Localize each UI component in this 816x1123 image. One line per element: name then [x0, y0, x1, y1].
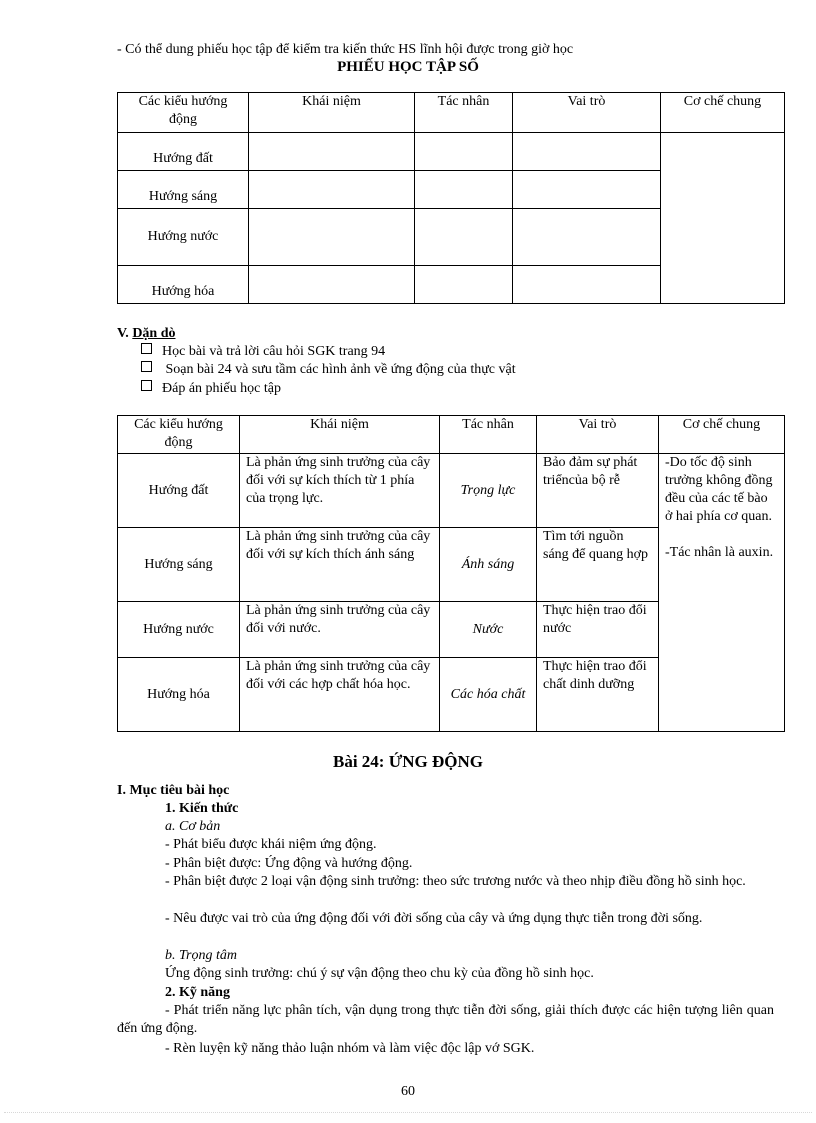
mechanism-cell: [659, 454, 785, 732]
skills-heading: 2. Kỹ năng: [165, 985, 230, 1000]
header-role: Vai trò: [537, 416, 659, 454]
blank-cell: [415, 171, 513, 209]
row-agent: Trọng lực: [440, 454, 537, 528]
page-number: 60: [401, 1084, 415, 1099]
worksheet-table: [117, 92, 785, 304]
row-agent: Ánh sáng: [440, 528, 537, 602]
row-concept: Là phản ứng sinh trưởng của cây đối với nước.: [240, 602, 440, 658]
checklist-item: [141, 361, 516, 379]
objective-item: - Nêu được vai trò của ứng động đối với đời sống của cây và ứng dụng thực tiễn trong đời sống.: [165, 911, 703, 926]
header-type: Các kiểu hướng động: [118, 93, 249, 133]
header-concept: Khái niệm: [249, 93, 415, 133]
header-role: Vai trò: [513, 93, 661, 133]
row-role: Thực hiện trao đổi chất dinh dưỡng: [537, 658, 659, 732]
blank-cell: [415, 209, 513, 266]
mechanism-text: -Tác nhân là auxin.: [665, 545, 774, 560]
checklist-text: Đáp án phiếu học tập: [162, 381, 281, 396]
lesson-title: Bài 24: ỨNG ĐỘNG: [332, 752, 483, 771]
basic-heading: a. Cơ bản: [165, 819, 221, 834]
blank-cell: [415, 133, 513, 171]
skills-item: - Rèn luyện kỹ năng thảo luận nhóm và làm việc độc lập vớ SGK.: [165, 1041, 535, 1056]
header-type: Các kiểu hướng động: [118, 416, 240, 454]
section-heading: [117, 325, 176, 343]
objective-item: - Phân biệt được: Ứng động và hướng động.: [165, 856, 413, 871]
checkbox-icon: [141, 343, 152, 354]
page-bottom-divider: [4, 1112, 812, 1113]
section-number: V.: [117, 326, 129, 341]
checklist-text: Học bài và trả lời câu hỏi SGK trang 94: [162, 344, 386, 359]
objective-item: - Phát biểu được khái niệm ứng động.: [165, 837, 377, 852]
row-type: Hướng hóa: [118, 658, 240, 732]
blank-cell: [249, 266, 415, 304]
row-role: Tìm tới nguồn sáng để quang hợp: [537, 528, 659, 602]
knowledge-heading: 1. Kiến thức: [165, 801, 239, 816]
row-label: Hướng sáng: [118, 171, 249, 209]
row-label: Hướng đất: [118, 133, 249, 171]
header-mechanism: Cơ chế chung: [661, 93, 785, 133]
objective-item: - Phân biệt được 2 loại vận động sinh trưởng: theo sức trương nước và theo nhịp điều đồng hồ sinh học.: [165, 874, 746, 889]
focus-text: Ứng động sinh trưởng: chú ý sự vận động theo chu kỳ của đồng hồ sinh học.: [165, 966, 594, 981]
blank-cell: [249, 133, 415, 171]
header-agent: Tác nhân: [440, 416, 537, 454]
row-label: Hướng hóa: [118, 266, 249, 304]
worksheet-title: PHIẾU HỌC TẬP SỐ: [337, 59, 479, 75]
row-role: Bảo đảm sự phát triểncủa bộ rễ: [537, 454, 659, 528]
row-type: Hướng sáng: [118, 528, 240, 602]
row-type: Hướng nước: [118, 602, 240, 658]
focus-heading: b. Trọng tâm: [165, 948, 237, 963]
row-agent: Các hóa chất: [440, 658, 537, 732]
blank-cell: [513, 133, 661, 171]
header-mechanism: Cơ chế chung: [659, 416, 785, 454]
checklist-item: [141, 380, 281, 398]
blank-cell: [249, 209, 415, 266]
objectives-heading: I. Mục tiêu bài học: [117, 783, 230, 798]
checklist-item: [141, 343, 385, 361]
blank-mechanism-cell: [661, 133, 785, 304]
blank-cell: [513, 171, 661, 209]
checkbox-icon: [141, 380, 152, 391]
row-role: Thực hiện trao đổi nước: [537, 602, 659, 658]
header-concept: Khái niệm: [240, 416, 440, 454]
row-type: Hướng đất: [118, 454, 240, 528]
intro-line: - Có thể dung phiếu học tập để kiểm tra kiến thức HS lĩnh hội được trong giờ học: [117, 42, 574, 57]
row-agent: Nước: [440, 602, 537, 658]
blank-cell: [249, 171, 415, 209]
section-title: Dặn dò: [132, 326, 176, 341]
blank-cell: [513, 209, 661, 266]
checklist-text: Soạn bài 24 và sưu tầm các hình ảnh về ứng động của thực vật: [162, 362, 516, 377]
mechanism-text: -Do tốc độ sinh trưởng không đồng đều của các tế bào ở hai phía cơ quan.: [665, 455, 773, 524]
blank-cell: [513, 266, 661, 304]
checkbox-icon: [141, 361, 152, 372]
row-label: Hướng nước: [118, 209, 249, 266]
blank-cell: [415, 266, 513, 304]
row-concept: Là phản ứng sinh trưởng của cây đối với các hợp chất hóa học.: [240, 658, 440, 732]
answer-table: [117, 415, 785, 732]
row-concept: Là phản ứng sinh trưởng của cây đối với sự kích thích từ 1 phía của trọng lực.: [240, 454, 440, 528]
row-concept: Là phản ứng sinh trưởng của cây đối với sự kích thích ánh sáng: [240, 528, 440, 602]
header-agent: Tác nhân: [415, 93, 513, 133]
skills-item: - Phát triển năng lực phân tích, vận dụng trong thực tiễn đời sống, giải thích được các hiện tượng liên quan đến ứng động.: [117, 1003, 774, 1036]
